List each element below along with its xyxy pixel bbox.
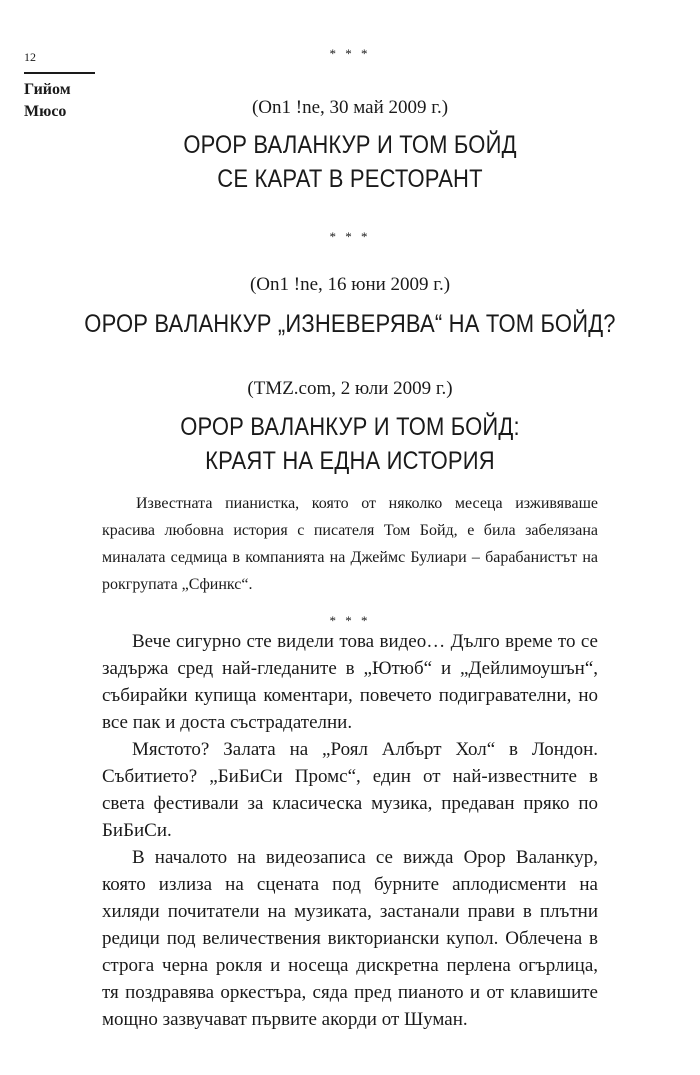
running-head-author: Гийом Мюсо xyxy=(24,81,71,120)
source-line: (TMZ.com, 2 юли 2009 г.) xyxy=(247,378,453,399)
page-number: 12 xyxy=(24,50,36,64)
headline: ОРОР ВАЛАНКУР „ИЗНЕВЕРЯВА“ НА ТОМ БОЙД? xyxy=(84,310,616,338)
section-separator: * * * xyxy=(329,46,371,61)
source-line: (On1 !ne, 30 май 2009 г.) xyxy=(251,97,449,118)
headline: ОРОР ВАЛАНКУР И ТОМ БОЙД: КРАЯТ НА ЕДНА ИСТОРИЯ xyxy=(180,413,520,475)
body-paragraph: Вече сигурно сте видели това видео… Дълго време то се задържа сред най-гледаните в „Ютюб“ и „Дейлимоушън“, събирайки купища коментари, повечето подигравателни, но все пак и доста състрадателни. xyxy=(102,631,598,733)
headline: ОРОР ВАЛАНКУР И ТОМ БОЙД СЕ КАРАТ В РЕСТОРАНТ xyxy=(183,131,517,193)
news-paragraph: Известната пианистка, която от няколко месеца изживяваше красива любовна история с писателя Том Бойд, е била забелязана миналата седмица в компанията на Джеймс Булиари – барабанистът на рокгрупата „Сфинкс“. xyxy=(102,495,598,593)
source-line: (On1 !ne, 16 юни 2009 г.) xyxy=(249,274,451,295)
section-separator: * * * xyxy=(329,613,371,628)
body-paragraph: Мястото? Залата на „Роял Албърт Хол“ в Лондон. Събитието? „БиБиСи Промс“, един от най-известните в света фестивали за класическа музика, предаван пряко по БиБиСи. xyxy=(102,739,598,841)
section-separator: * * * xyxy=(329,229,371,244)
body-text xyxy=(102,628,598,1033)
header-rule xyxy=(24,72,95,74)
body-paragraph: В началото на видеозаписа се вижда Орор Валанкур, която излиза на сцената под бурните аплодисменти на хиляди почитатели на музиката, застанали прави в плътни редици под величествения викториански купол. Облечена в строга черна рокля и носеща дискретна перлена огърлица, тя поздравява оркестъра, сяда пред пианото и от клавишите мощно зазвучават първите акорди от Шуман. xyxy=(102,847,598,1030)
